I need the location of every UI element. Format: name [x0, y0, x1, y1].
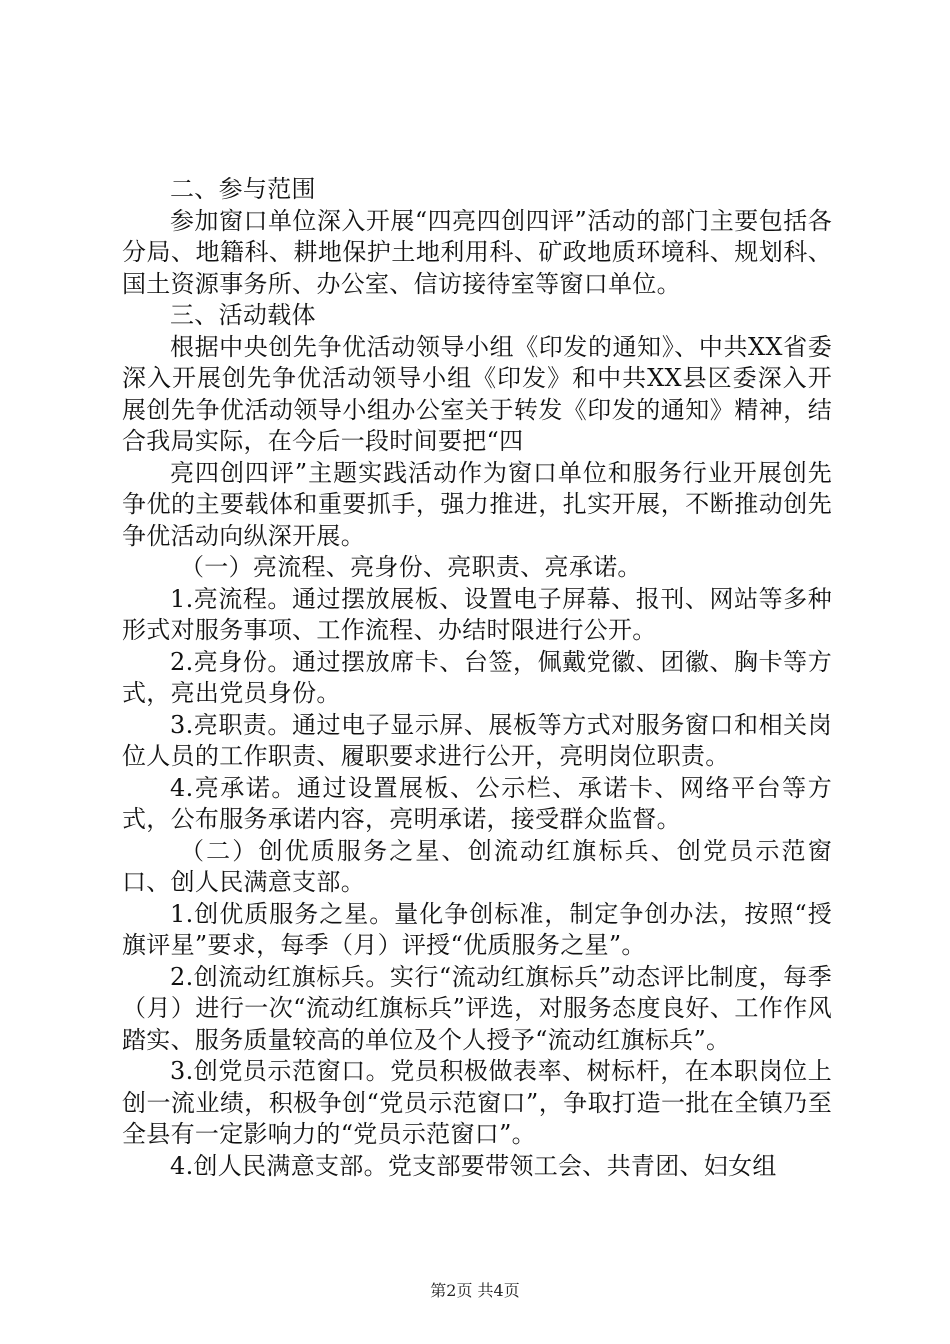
section-heading: 二、参与范围: [170, 175, 316, 203]
paragraph: 参加窗口单位深入开展“四亮四创四评”活动的部门主要包括各分局、地籍科、耕地保护土地利用科、矿政地质环境科、规划科、国土资源事务所、办公室、信访接待室等窗口单位。: [122, 206, 832, 298]
subsection-heading: （二）创优质服务之星、创流动红旗标兵、创党员示范窗口、创人民满意支部。: [122, 836, 832, 896]
section-heading: 三、活动载体: [170, 301, 316, 329]
page-number-footer: 第2页 共4页: [430, 1281, 520, 1300]
subsection-heading: （一）亮流程、亮身份、亮职责、亮承诺。: [180, 553, 642, 581]
paragraph: 亮四创四评”主题实践活动作为窗口单位和服务行业开展创先争优的主要载体和重要抓手，强力推进，扎实开展，不断推动创先争优活动向纵深开展。: [122, 458, 832, 550]
list-item: 3.创党员示范窗口。党员积极做表率、树标杆，在本职岗位上创一流业绩，积极争创“党员示范窗口”，争取打造一批在全镇乃至全县有一定影响力的“党员示范窗口”。: [122, 1057, 832, 1148]
list-item: 2.亮身份。通过摆放席卡、台签，佩戴党徽、团徽、胸卡等方式，亮出党员身份。: [122, 647, 832, 707]
list-item: 2.创流动红旗标兵。实行“流动红旗标兵”动态评比制度，每季（月）进行一次“流动红旗标兵”评选，对服务态度良好、工作作风踏实、服务质量较高的单位及个人授予“流动红旗标兵”。: [122, 962, 832, 1054]
list-item: 3.亮职责。通过电子显示屏、展板等方式对服务窗口和相关岗位人员的工作职责、履职要求进行公开，亮明岗位职责。: [122, 710, 832, 770]
list-item: 1.创优质服务之星。量化争创标准，制定争创办法，按照“授旗评星”要求，每季（月）评授“优质服务之星”。: [122, 899, 832, 959]
paragraph: 根据中央创先争优活动领导小组《印发的通知》、中共XX省委深入开展创先争优活动领导小组《印发》和中共XX县区委深入开展创先争优活动领导小组办公室关于转发《印发的通知》精神，结合我局实际，在今后一段时间要把“四: [122, 332, 832, 455]
list-item: 4.亮承诺。通过设置展板、公示栏、承诺卡、网络平台等方式，公布服务承诺内容，亮明承诺，接受群众监督。: [122, 773, 832, 833]
list-item: 1.亮流程。通过摆放展板、设置电子屏幕、报刊、网站等多种形式对服务事项、工作流程、办结时限进行公开。: [122, 584, 832, 644]
list-item: 4.创人民满意支部。党支部要带领工会、共青团、妇女组: [170, 1151, 777, 1180]
document-body: [122, 174, 832, 1182]
